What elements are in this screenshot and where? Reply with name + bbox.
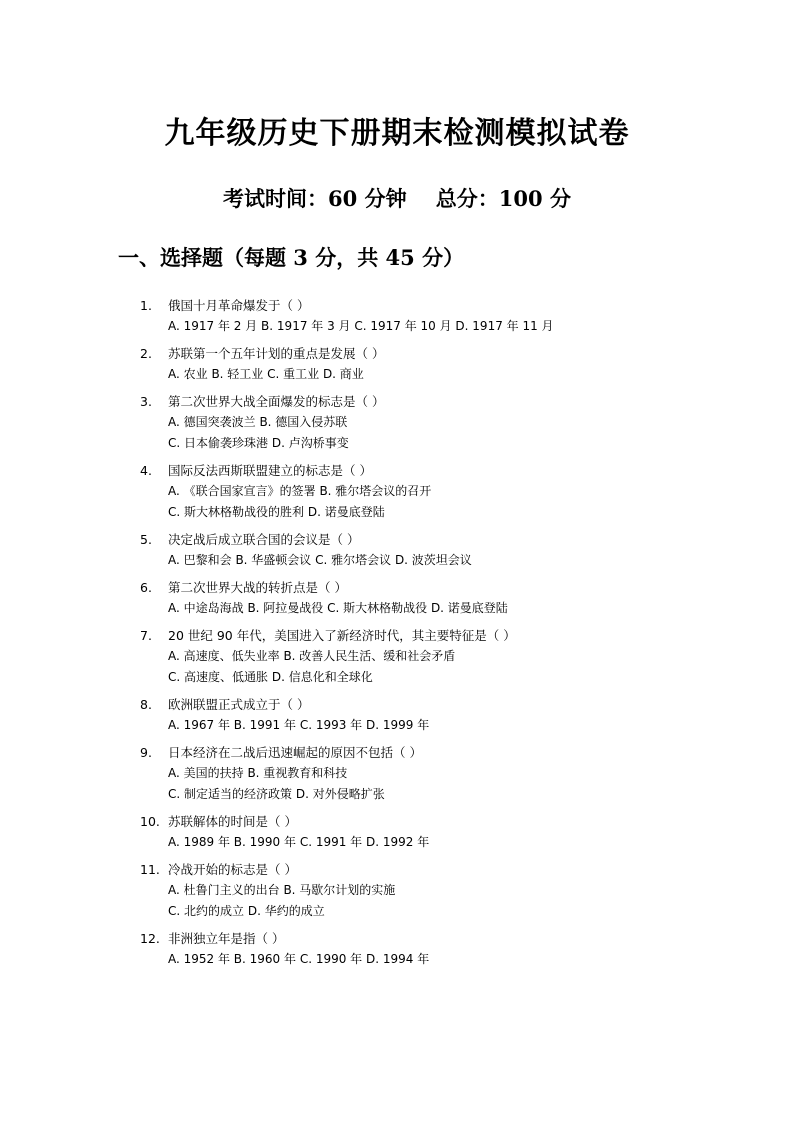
answer-options: A. 杜鲁门主义的出台 B. 马歇尔计划的实施 (168, 883, 396, 897)
question-text: 冷战开始的标志是（ ） (168, 862, 297, 877)
question-line (140, 344, 700, 364)
question-line (140, 812, 700, 832)
question-item (140, 344, 700, 385)
question-text: 决定战后成立联合国的会议是（ ） (168, 532, 360, 547)
answer-options: C. 日本偷袭珍珠港 D. 卢沟桥事变 (168, 436, 349, 450)
question-number: 9. (140, 745, 152, 760)
question-line (140, 578, 700, 598)
question-line (140, 743, 700, 763)
question-number: 1. (140, 298, 152, 313)
answer-options: C. 斯大林格勒战役的胜利 D. 诺曼底登陆 (168, 505, 385, 519)
question-text: 20 世纪 90 年代，美国进入了新经济时代，其主要特征是（ ） (168, 628, 516, 643)
question-number: 10. (140, 814, 160, 829)
question-number: 4. (140, 463, 152, 478)
exam-title: 九年级历史下册期末检测模拟试卷 (164, 116, 630, 151)
answer-options: A. 1952 年 B. 1960 年 C. 1990 年 D. 1994 年 (168, 952, 430, 966)
question-list (140, 296, 700, 977)
question-number: 5. (140, 532, 152, 547)
question-number: 12. (140, 931, 160, 946)
answer-options: C. 高速度、低通胀 D. 信息化和全球化 (168, 670, 373, 684)
question-line (140, 461, 700, 481)
answer-options: A. 1917 年 2 月 B. 1917 年 3 月 C. 1917 年 10 月 D. 1917 年 11 月 (168, 319, 554, 333)
answer-options: A. 《联合国家宣言》的签署 B. 雅尔塔会议的召开 (168, 484, 432, 498)
question-item (140, 695, 700, 736)
question-item (140, 296, 700, 337)
question-item (140, 860, 700, 922)
answer-options: A. 美国的扶持 B. 重视教育和科技 (168, 766, 348, 780)
question-item (140, 578, 700, 619)
question-item (140, 461, 700, 523)
question-text: 非洲独立年是指（ ） (168, 931, 285, 946)
answer-options: A. 农业 B. 轻工业 C. 重工业 D. 商业 (168, 367, 364, 381)
question-number: 3. (140, 394, 152, 409)
question-text: 俄国十月革命爆发于（ ） (168, 298, 310, 313)
question-text: 欧洲联盟正式成立于（ ） (168, 697, 310, 712)
question-item (140, 392, 700, 454)
question-item (140, 812, 700, 853)
question-line (140, 626, 700, 646)
exam-subtitle: 考试时间：60 分钟 总分：100 分 (223, 186, 571, 211)
question-text: 日本经济在二战后迅速崛起的原因不包括（ ） (168, 745, 422, 760)
question-text: 苏联解体的时间是（ ） (168, 814, 297, 829)
question-number: 7. (140, 628, 152, 643)
section-heading: 一、选择题（每题 3 分，共 45 分） (118, 245, 465, 270)
question-line (140, 860, 700, 880)
question-text: 国际反法西斯联盟建立的标志是（ ） (168, 463, 372, 478)
question-line (140, 695, 700, 715)
question-text: 第二次世界大战全面爆发的标志是（ ） (168, 394, 385, 409)
answer-options: A. 巴黎和会 B. 华盛顿会议 C. 雅尔塔会议 D. 波茨坦会议 (168, 553, 472, 567)
question-line (140, 929, 700, 949)
question-line (140, 392, 700, 412)
question-line (140, 530, 700, 550)
answer-options: C. 制定适当的经济政策 D. 对外侵略扩张 (168, 787, 385, 801)
question-number: 8. (140, 697, 152, 712)
question-number: 6. (140, 580, 152, 595)
question-item (140, 929, 700, 970)
question-number: 2. (140, 346, 152, 361)
question-line (140, 296, 700, 316)
question-text: 第二次世界大战的转折点是（ ） (168, 580, 347, 595)
question-item (140, 530, 700, 571)
answer-options: A. 德国突袭波兰 B. 德国入侵苏联 (168, 415, 348, 429)
answer-options: A. 中途岛海战 B. 阿拉曼战役 C. 斯大林格勒战役 D. 诺曼底登陆 (168, 601, 508, 615)
answer-options: A. 1967 年 B. 1991 年 C. 1993 年 D. 1999 年 (168, 718, 430, 732)
answer-options: C. 北约的成立 D. 华约的成立 (168, 904, 325, 918)
question-text: 苏联第一个五年计划的重点是发展（ ） (168, 346, 385, 361)
question-number: 11. (140, 862, 160, 877)
question-item (140, 743, 700, 805)
answer-options: A. 1989 年 B. 1990 年 C. 1991 年 D. 1992 年 (168, 835, 430, 849)
answer-options: A. 高速度、低失业率 B. 改善人民生活、缓和社会矛盾 (168, 649, 456, 663)
question-item (140, 626, 700, 688)
